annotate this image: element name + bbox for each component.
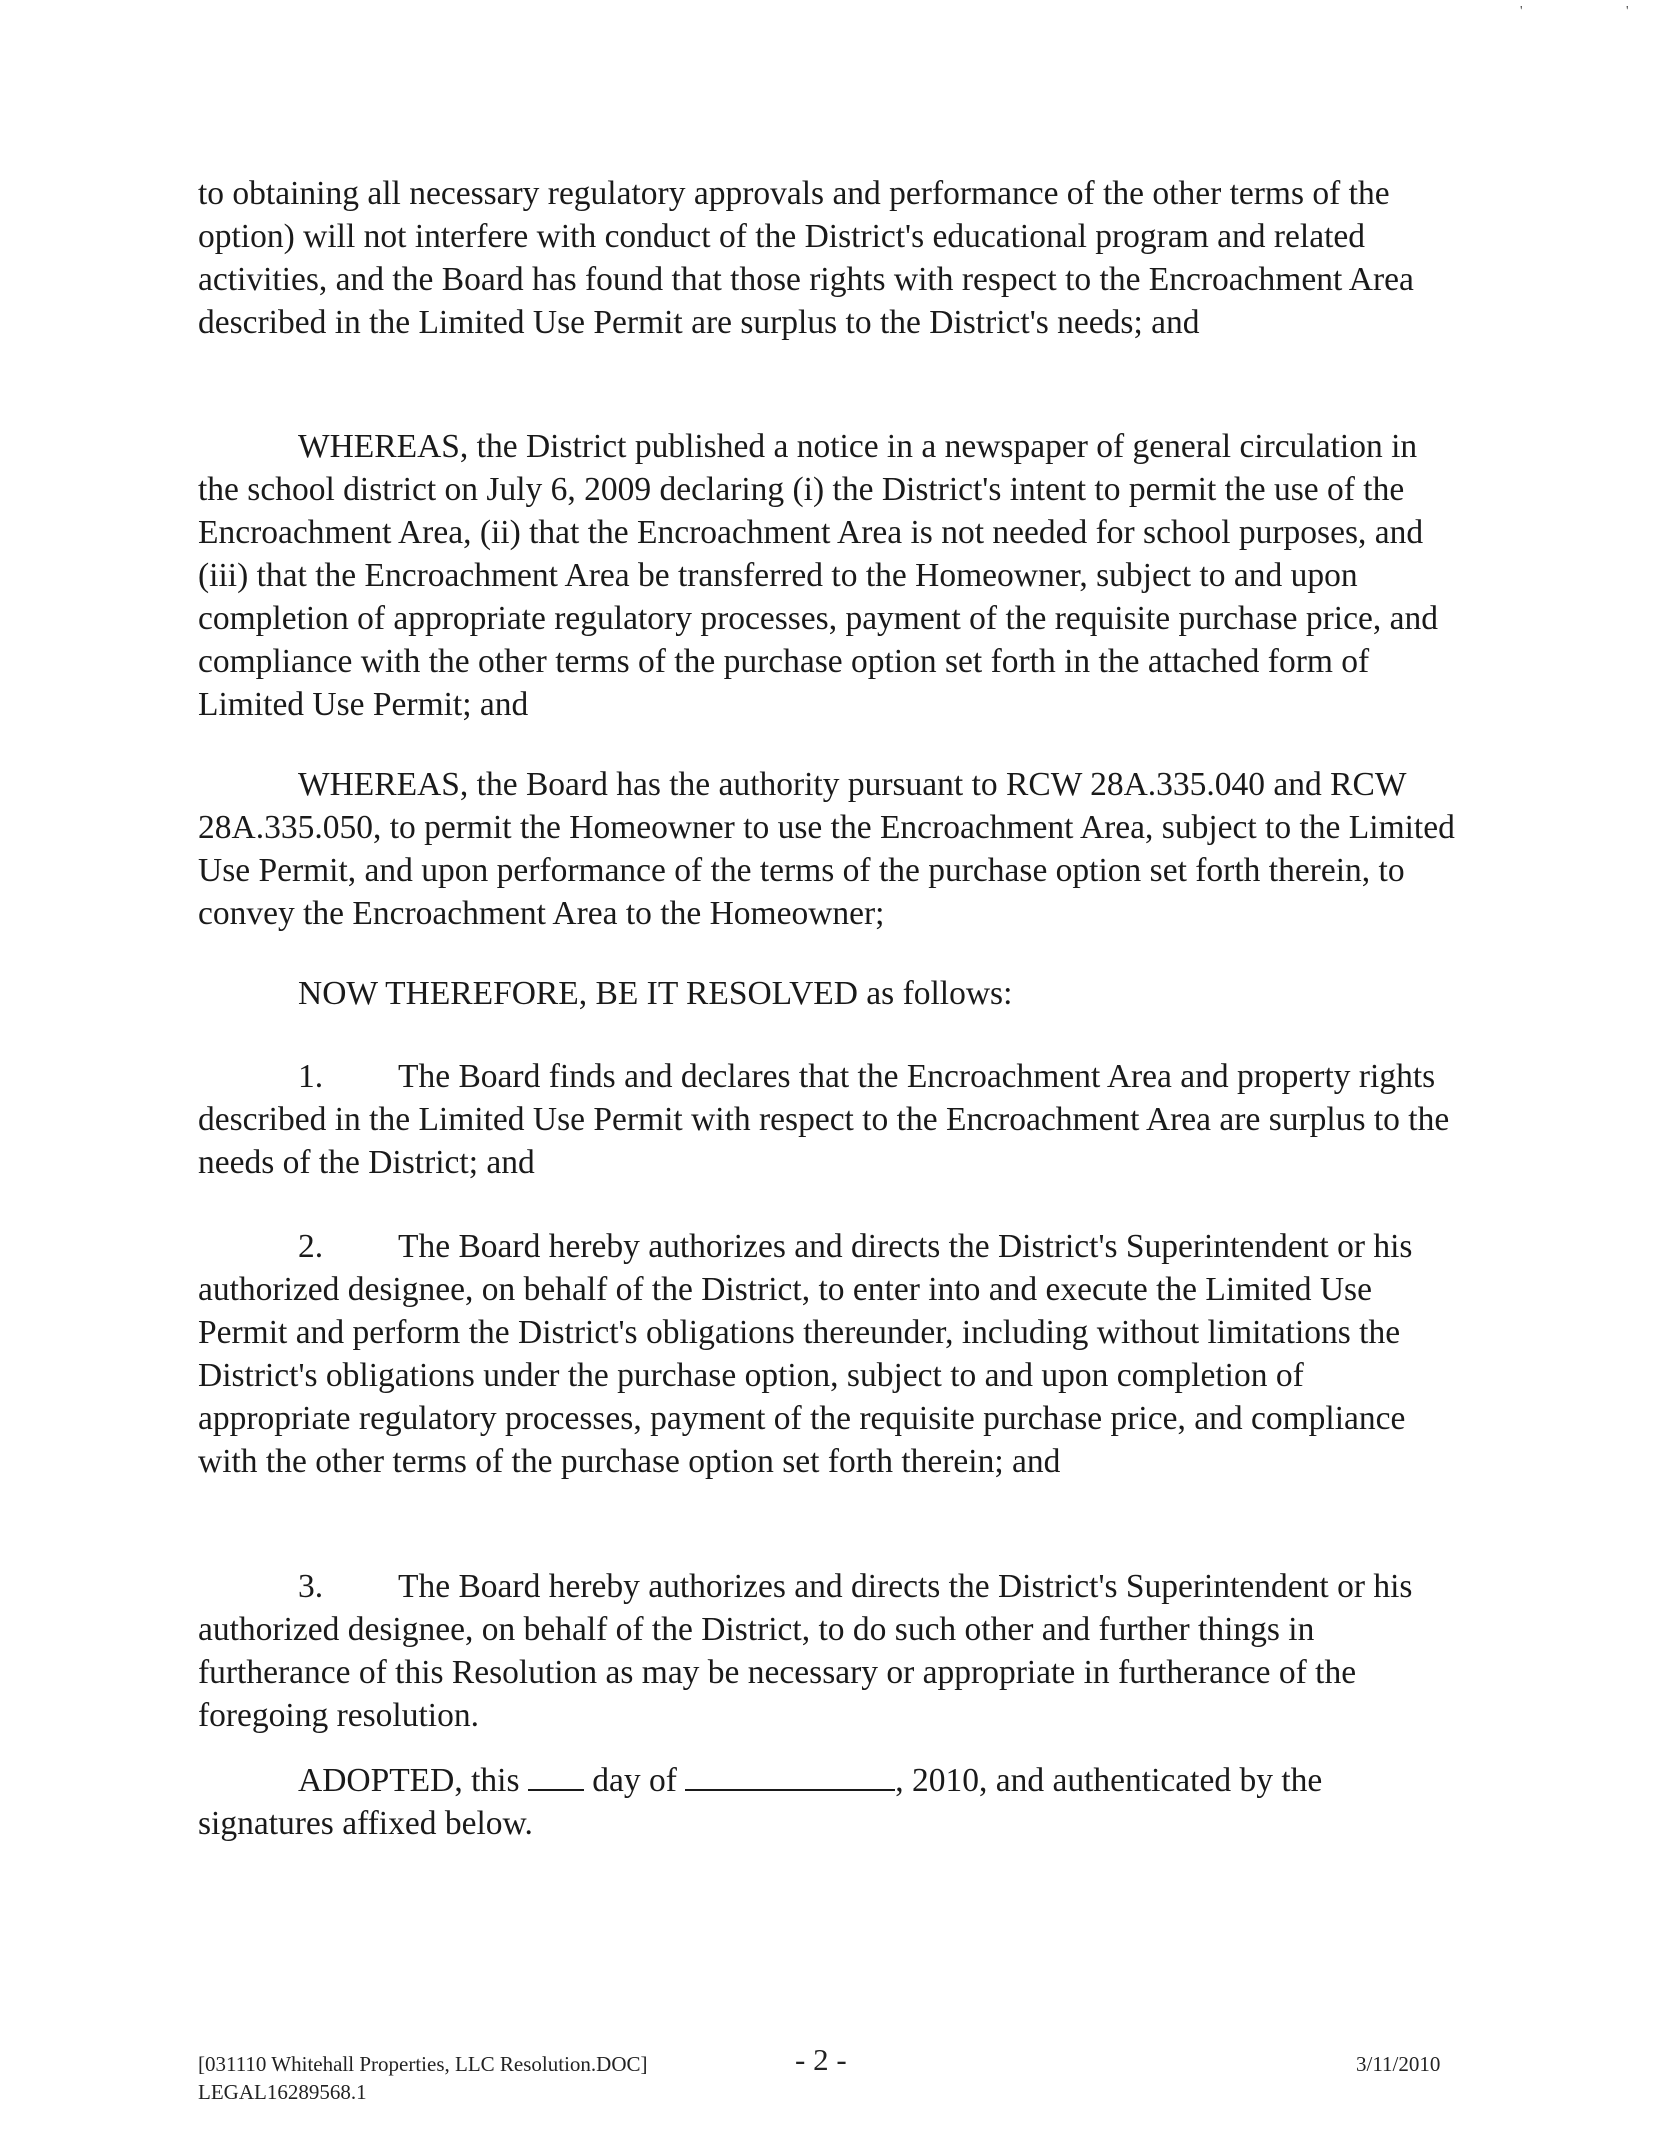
footer-file-info — [198, 2050, 648, 2106]
adopted-text-end: , 2010, and authenticated by the signatures affixed below. — [198, 1762, 1323, 1842]
resolution-item-1 — [198, 1055, 1460, 1184]
resolution-item-2 — [198, 1225, 1460, 1483]
item-number: 2. — [298, 1228, 324, 1265]
resolved-intro: NOW THEREFORE, BE IT RESOLVED as follows: — [298, 975, 1013, 1012]
item-number: 3. — [298, 1568, 324, 1605]
month-blank-line — [685, 1759, 895, 1791]
whereas-notice-paragraph: WHEREAS, the District published a notice in a newspaper of general circulation in the school district on July 6, 2009 declaring (i) the District's intent to permit the use of the Encroachment Area, (ii) that the Encroachment Area is not needed for school purposes, and (iii) that the Encroachment Area be transferred to the Homeowner, subject to and upon completion of appropriate regulatory processes, payment of the requisite purchase price, and compliance with the other terms of the purchase option set forth in the attached form of Limited Use Permit; and — [198, 428, 1438, 723]
footer-page-number: - 2 - — [795, 2042, 847, 2077]
adopted-text-day-of: day of — [592, 1762, 677, 1799]
whereas-authority-paragraph: WHEREAS, the Board has the authority pursuant to RCW 28A.335.040 and RCW 28A.335.050, to permit the Homeowner to use the Encroachment Area, subject to the Limited Use Permit, and upon performance of the terms of the purchase option set forth therein, to convey the Encroachment Area to the Homeowner; — [198, 766, 1455, 932]
item-text: The Board hereby authorizes and directs the District's Superintendent or his authorized designee, on behalf of the District, to do such other and further things in furtherance of this Resolution as may be necessary or appropriate in furtherance of the foregoing resolution. — [198, 1568, 1413, 1734]
resolution-item-3 — [198, 1565, 1460, 1737]
footer-date: 3/11/2010 — [1356, 2052, 1441, 2076]
footer-legal-id: LEGAL16289568.1 — [198, 2080, 367, 2104]
scan-mark: ' — [1520, 4, 1523, 19]
item-number: 1. — [298, 1058, 324, 1095]
item-text: The Board finds and declares that the Encroachment Area and property rights described in the Limited Use Permit with respect to the Encroachment Area are surplus to the needs of the District; and — [198, 1058, 1450, 1181]
adopted-paragraph — [198, 1759, 1460, 1845]
day-blank-line — [528, 1759, 584, 1791]
scan-mark: ' — [1626, 4, 1629, 19]
continuation-paragraph: to obtaining all necessary regulatory approvals and performance of the other terms of the option) will not interfere with conduct of the District's educational program and related activities, and the Board has found that those rights with respect to the Encroachment Area described in the Limited Use Permit are surplus to the District's needs; and — [198, 175, 1414, 341]
item-text: The Board hereby authorizes and directs the District's Superintendent or his authorized designee, on behalf of the District, to enter into and execute the Limited Use Permit and perform the District's obligations thereunder, including without limitations the District's obligations under the purchase option, subject to and upon completion of appropriate regulatory processes, payment of the requisite purchase price, and compliance with the other terms of the purchase option set forth therein; and — [198, 1228, 1413, 1480]
footer-file-name: [031110 Whitehall Properties, LLC Resolution.DOC] — [198, 2052, 648, 2076]
adopted-text-start: ADOPTED, this — [298, 1762, 520, 1799]
